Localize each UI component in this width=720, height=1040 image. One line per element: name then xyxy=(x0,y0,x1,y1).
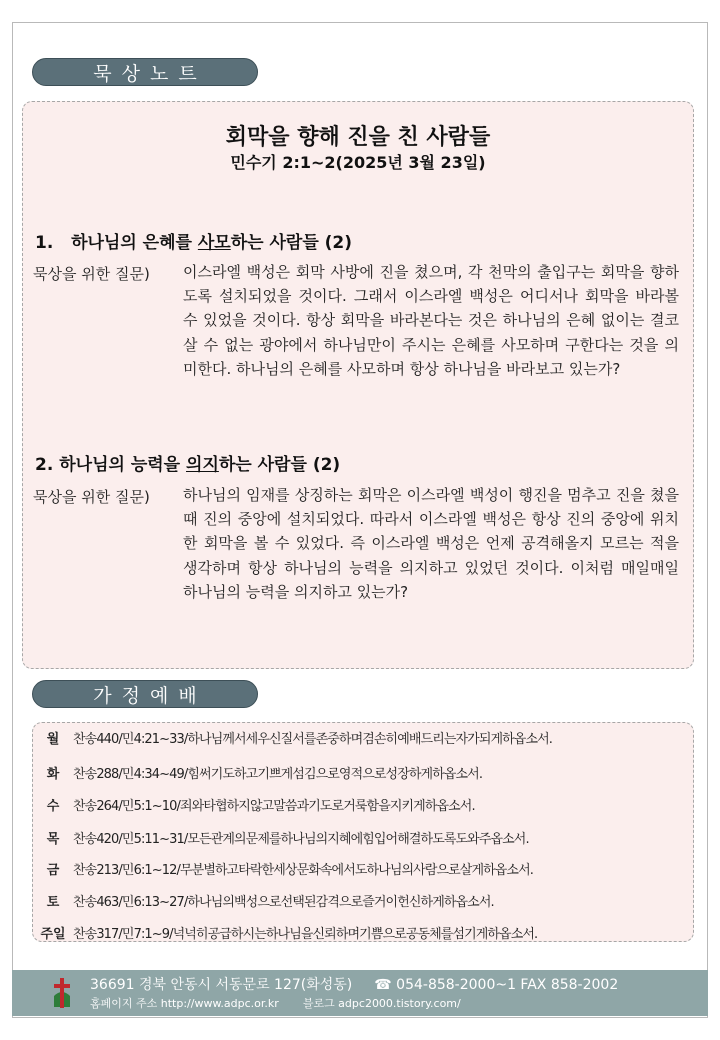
question-text-2: 하나님의 임재를 상징하는 회막은 이스라엘 백성이 행진을 멈추고 진을 쳤을 때 진의 중앙에 설치되었다. 따라서 이스라엘 백성은 항상 진의 중앙에 위치한 회막을 볼 수 있었다. 즉 이스라엘 백성은 언제 공격해올지 모르는 적을 생각하며 항상 하나님의 능력을 의지하고 있었던 것이다. 이처럼 매일매일 하나님의 능력을 의지하고 있는가? xyxy=(183,486,679,601)
question-label-2: 묵상을 위한 질문) xyxy=(33,488,150,506)
section-heading-underlined: 의지 xyxy=(186,455,219,475)
worship-text: 찬송420/민5:11~31/모든관계의문제를하나님의지혜에힘입어해결하도록도와주옵소서. xyxy=(73,831,529,847)
footer-phone: ☎ 054-858-2000~1 FAX 858-2002 xyxy=(374,977,619,993)
section-pill-family-worship: 가정예배 xyxy=(32,680,258,708)
question-label-1: 묵상을 위한 질문) xyxy=(33,265,150,283)
worship-row-sat xyxy=(33,889,494,911)
worship-text: 찬송463/민6:13~27/하나님의백성으로선택된감격으로즐거이헌신하게하옵소서. xyxy=(73,894,494,910)
section-heading-2 xyxy=(35,450,340,475)
section-heading-post: 하는 사람들 (2) xyxy=(230,233,353,253)
section-number: 1. xyxy=(35,233,54,253)
worship-text: 찬송264/민5:1~10/죄와타협하지않고말씀과기도로거룩함을지키게하옵소서. xyxy=(73,798,475,814)
meditation-box xyxy=(22,101,694,669)
section-number: 2. xyxy=(35,455,54,475)
worship-text: 찬송317/민7:1~9/넉넉히공급하시는하나님을신뢰하며기쁨으로공동체를섬기게하옵소서. xyxy=(73,926,538,942)
scripture-reference: 민수기 2:1~2(2025년 3월 23일) xyxy=(230,153,486,172)
worship-day: 금 xyxy=(46,862,60,878)
worship-row-fri xyxy=(33,857,533,879)
footer-blog[interactable]: 블로그 adpc2000.tistory.com/ xyxy=(302,997,461,1010)
section-heading-pre: 하나님의 능력을 xyxy=(59,455,187,475)
worship-row-mon xyxy=(33,726,552,748)
section-heading-post: 하는 사람들 (2) xyxy=(218,455,341,475)
church-footer xyxy=(12,970,708,1016)
footer-contact-line xyxy=(90,974,618,994)
worship-row-tue xyxy=(33,761,482,783)
worship-row-sun xyxy=(33,921,537,943)
worship-text: 찬송213/민6:1~12/무분별하고타락한세상문화속에서도하나님의사람으로살게하옵소서. xyxy=(73,862,533,878)
sermon-title: 회막을 향해 진을 친 사람들 xyxy=(225,125,491,150)
family-worship-box xyxy=(32,722,694,942)
footer-address: 36691 경북 안동시 서동문로 127(화성동) xyxy=(90,977,353,993)
worship-text: 찬송288/민4:34~49/힘써기도하고기쁘게섬김으로영적으로성장하게하옵소서. xyxy=(73,766,483,782)
footer-homepage[interactable]: 홈페이지 주소 http://www.adpc.or.kr xyxy=(90,997,279,1010)
section-heading-1 xyxy=(35,228,352,253)
section-heading-underlined: 사모 xyxy=(197,233,231,253)
worship-day: 토 xyxy=(46,894,60,910)
worship-row-wed xyxy=(33,793,475,815)
section-heading-pre: 하나님의 은혜를 xyxy=(71,233,198,253)
worship-day: 주일 xyxy=(40,926,66,942)
question-text-1: 이스라엘 백성은 회막 사방에 진을 쳤으며, 각 천막의 출입구는 회막을 향하도록 설치되었을 것이다. 그래서 이스라엘 백성은 어디서나 회막을 바라볼 수 있었을 것이다. 항상 회막을 바라본다는 것은 하나님의 은혜 없이는 결코 살 수 없는 광야에서 하나님만이 주시는 은혜를 사모하며 구한다는 것을 의미한다. 하나님의 은혜를 사모하며 항상 하나님을 바라보고 있는가? xyxy=(183,263,679,378)
worship-day: 화 xyxy=(46,766,60,782)
worship-day: 목 xyxy=(46,831,60,847)
section-pill-meditation: 묵상노트 xyxy=(32,58,258,86)
worship-day: 월 xyxy=(46,731,60,747)
worship-row-thu xyxy=(33,826,529,848)
footer-links-line xyxy=(90,995,461,1011)
worship-text: 찬송440/민4:21~33/하나님께서세우신질서를존중하며겸손히예배드리는자가되게하옵소서. xyxy=(73,731,553,747)
church-cross-logo-icon xyxy=(50,976,74,1010)
worship-day: 수 xyxy=(46,798,60,814)
